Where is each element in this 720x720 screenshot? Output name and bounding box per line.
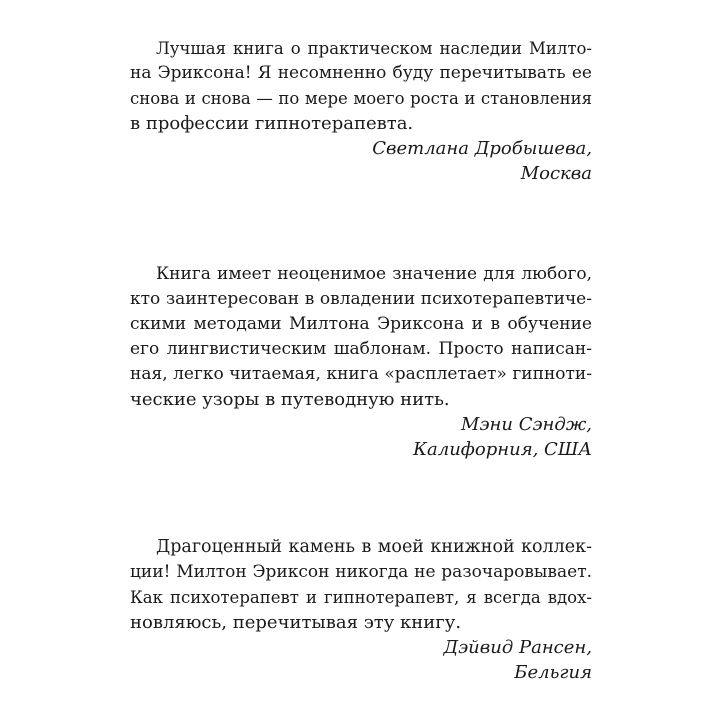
testimonial-3 [130, 535, 592, 685]
testimonial-1 [130, 36, 592, 186]
testimonial-1-line-3: снова и снова — по мере моего роста и становления [130, 89, 592, 108]
testimonial-1-author: Светлана Дробышева, [372, 138, 592, 159]
testimonial-3-line-2: ции! Милтон Эриксон никогда не разочаровывает. [130, 562, 592, 582]
testimonial-2-line-5: ная, легко читаемая, книга «расплетает» гипноти- [130, 364, 592, 384]
testimonial-3-line-4: новляюсь, перечитывая эту книгу. [130, 612, 462, 633]
testimonial-2-author: Мэни Сэндж, [461, 414, 592, 435]
testimonial-2-location: Калифорния, США [413, 439, 592, 460]
testimonial-3-location: Бельгия [514, 662, 592, 683]
testimonial-1-location: Москва [520, 163, 592, 184]
testimonial-3-line-1: Драгоценный камень в моей книжной коллек- [156, 537, 592, 557]
testimonial-2 [130, 262, 592, 462]
testimonial-2-line-3: скими методами Милтона Эриксона и в обучение [130, 314, 592, 334]
testimonial-1-line-1: Лучшая книга о практическом наследии Милто- [156, 39, 592, 58]
testimonial-3-line-3: Как психотерапевт и гипнотерапевт, я всегда вдох- [130, 588, 592, 607]
testimonial-1-line-4: в профессии гипнотерапевта. [130, 113, 414, 134]
testimonial-3-author: Дэйвид Рансен, [443, 637, 592, 658]
testimonial-2-line-2: кто заинтересован в овладении психотерапевтиче- [130, 289, 592, 309]
page [130, 0, 592, 720]
testimonial-2-line-4: его лингвистическим шаблонам. Просто написан- [130, 339, 592, 359]
testimonial-2-line-1: Книга имеет неоценимое значение для любого, [156, 264, 592, 284]
testimonial-2-line-6: ческие узоры в путеводную нить. [130, 389, 450, 410]
testimonial-1-line-2: на Эриксона! Я несомненно буду перечитывать ее [130, 63, 592, 83]
